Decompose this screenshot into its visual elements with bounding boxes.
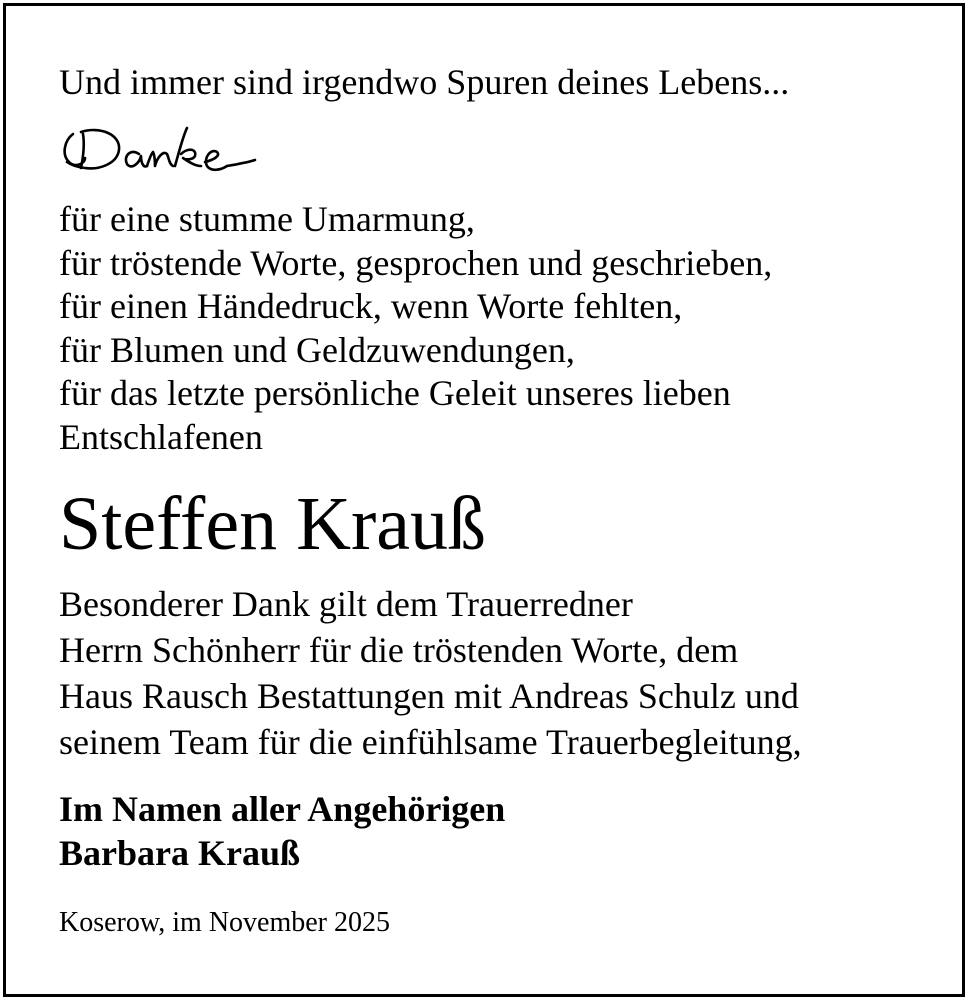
special-thanks-line: Besonderer Dank gilt dem Trauerredner — [59, 584, 633, 624]
special-thanks — [59, 581, 942, 765]
thanks-line: für tröstende Worte, gesprochen und geschrieben, — [59, 242, 773, 283]
deceased-name: Steffen Krauß — [59, 482, 487, 566]
special-thanks-line: seinem Team für die einfühlsame Trauerbegleitung, — [59, 722, 802, 762]
thanks-line: für das letzte persönliche Geleit unseres lieben — [59, 373, 731, 413]
thanks-line: für eine stumme Umarmung, — [59, 199, 475, 239]
handwritten-danke — [59, 118, 299, 182]
intro-line: Und immer sind irgendwo Spuren deines Lebens... — [59, 62, 790, 102]
closing-line: Barbara Krauß — [59, 833, 301, 873]
notice-frame — [3, 3, 965, 997]
notice-content — [59, 58, 942, 941]
place-date: Koserow, im November 2025 — [59, 907, 391, 938]
thanks-line: für Blumen und Geldzuwendungen, — [59, 329, 575, 370]
closing-line: Im Namen aller Angehörigen — [59, 789, 506, 829]
thanks-line: Entschlafenen — [59, 416, 263, 457]
thanks-list — [59, 198, 942, 459]
special-thanks-line: Haus Rausch Bestattungen mit Andreas Schulz und — [59, 676, 799, 716]
special-thanks-line: Herrn Schönherr für die tröstenden Worte, dem — [59, 630, 739, 670]
thanks-line: für einen Händedruck, wenn Worte fehlten, — [59, 286, 683, 326]
closing-signature — [59, 787, 942, 875]
